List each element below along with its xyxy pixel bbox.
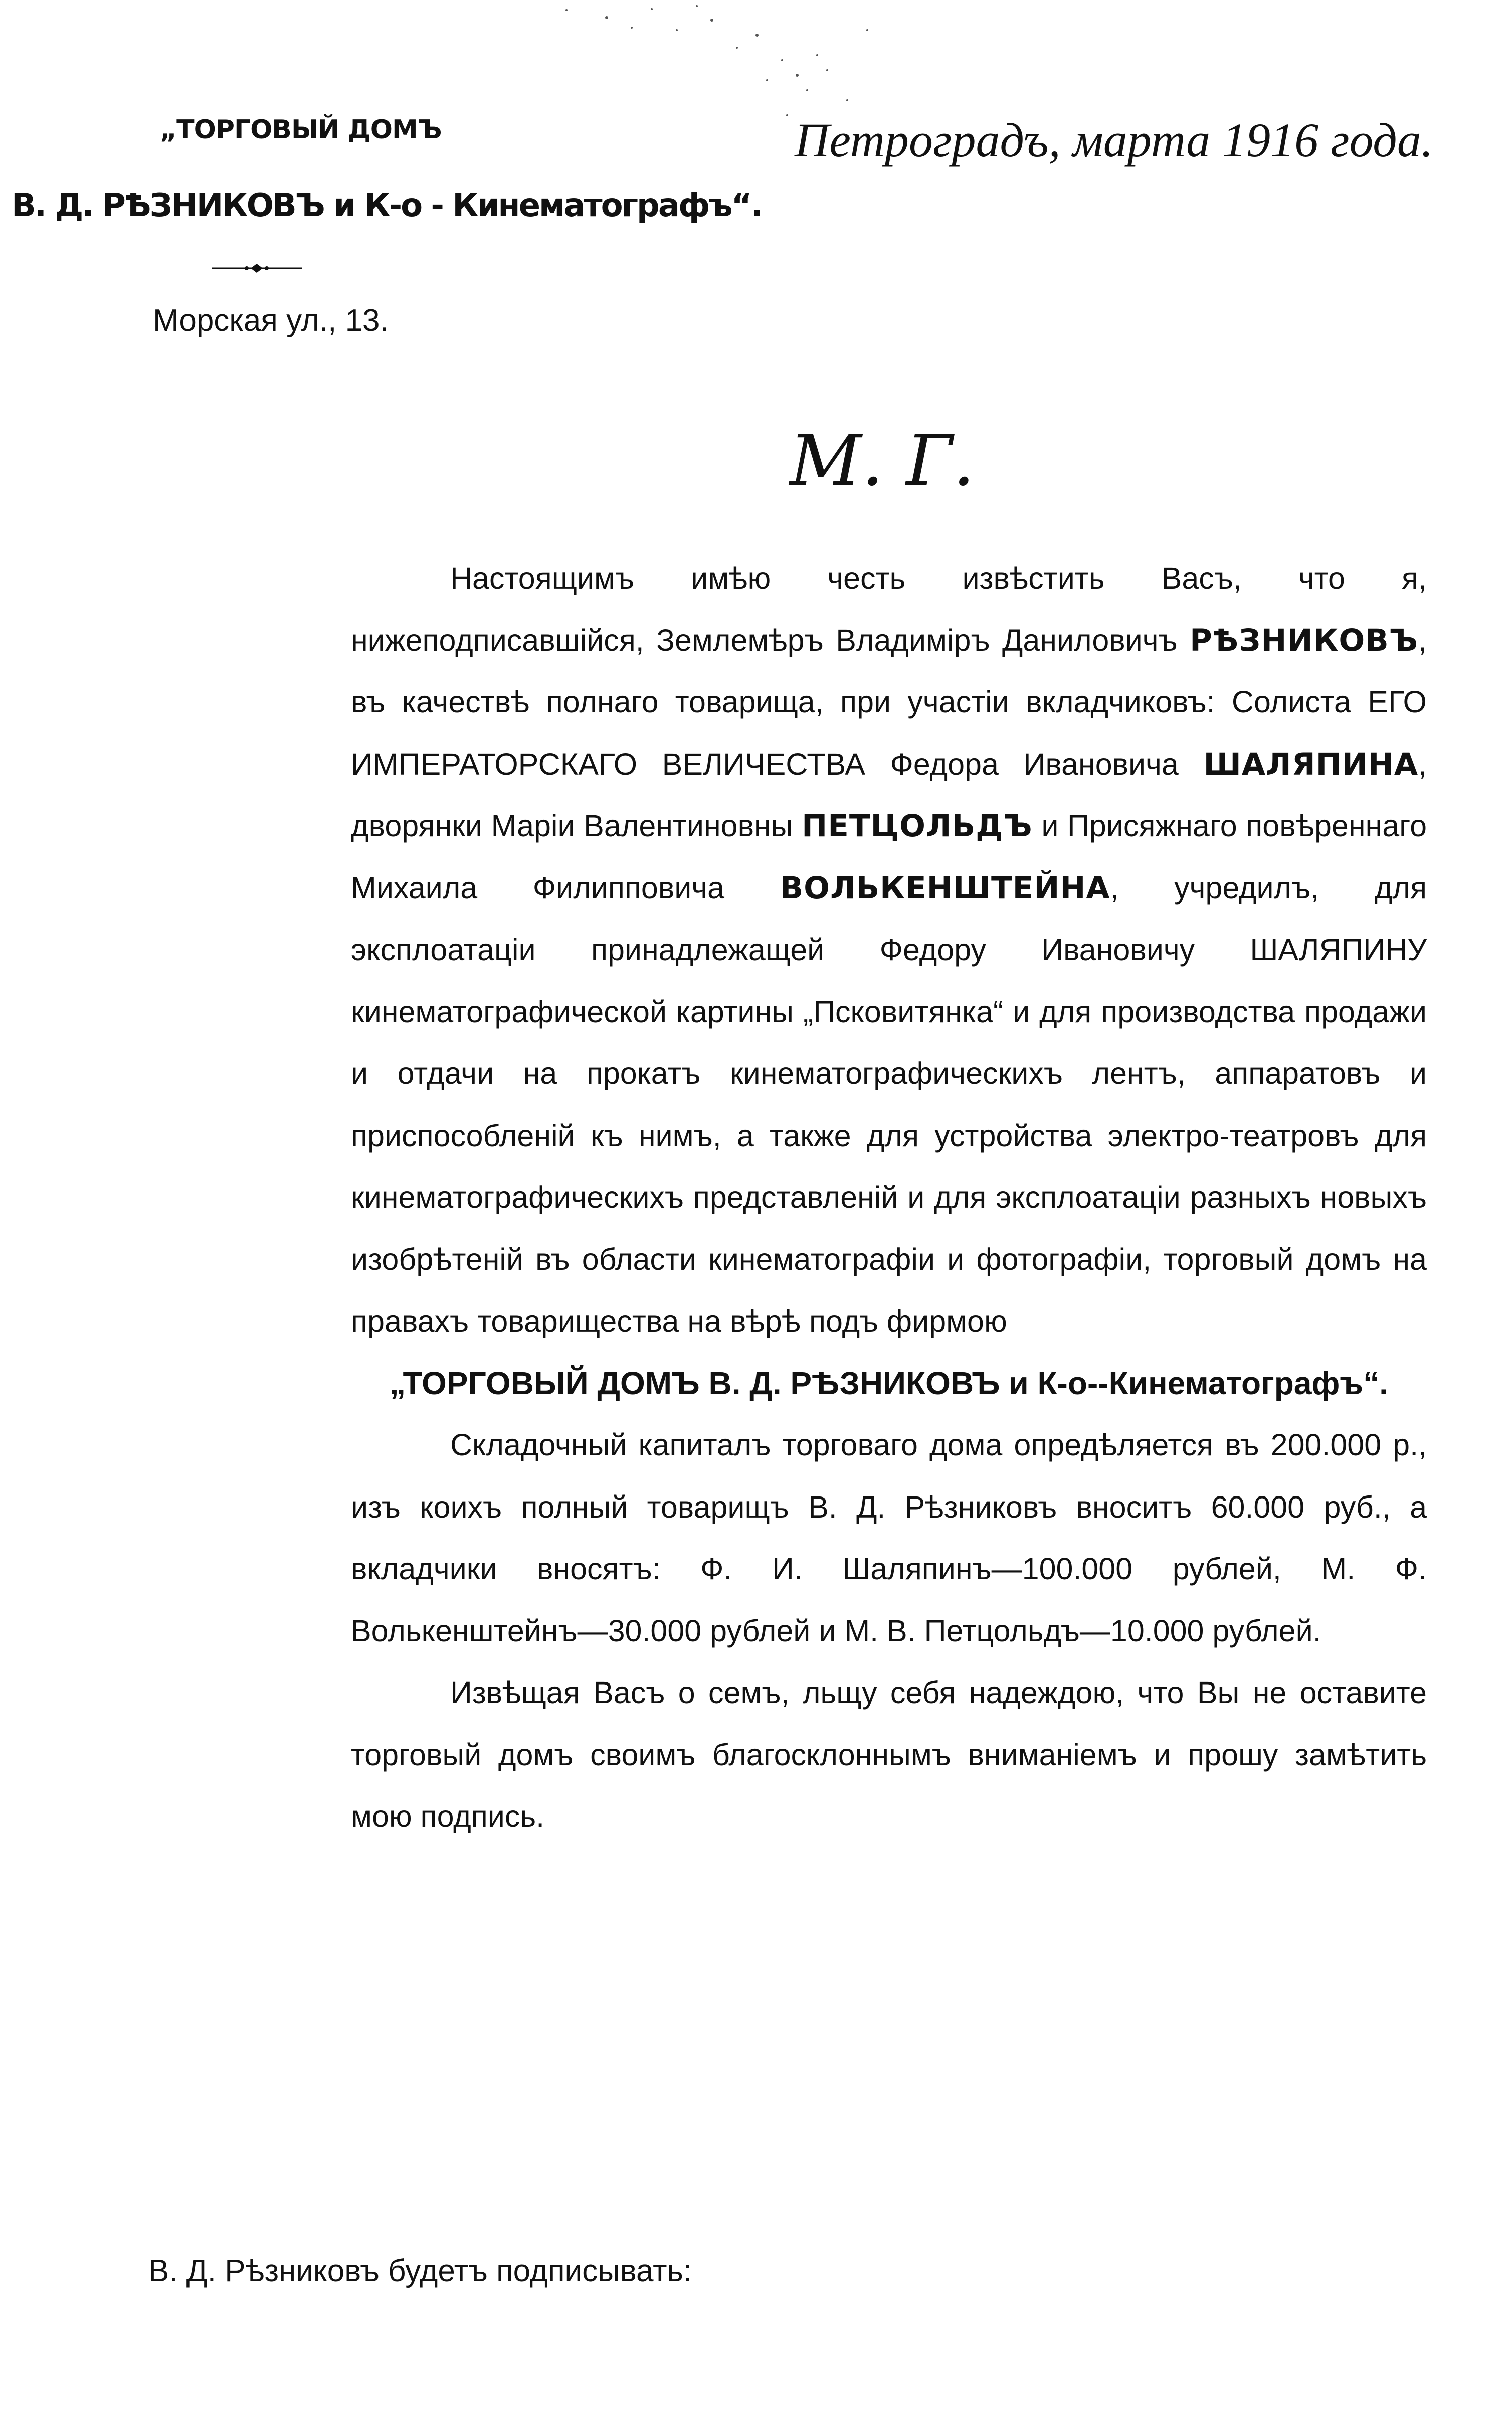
p1-text-2: , въ качествѣ полнаго товарища, при участіи вкладчиковъ: Солиста ЕГО ИМПЕРАТОРСКАГО ВЕЛИЧЕСТВА Федора Ивановича	[351, 623, 1427, 781]
name-volkenshtein: ВОЛЬКЕНШТЕЙНА	[780, 870, 1110, 906]
letterhead-line-2: В. Д. РѢЗНИКОВЪ и К-о - Кинематографъ“.	[12, 187, 762, 224]
firm-name: „ТОРГОВЫЙ ДОМЪ В. Д. РѢЗНИКОВЪ и К-о--Кинематографъ“.	[390, 1365, 1388, 1401]
name-shalyapin: ШАЛЯПИНА	[1203, 746, 1419, 782]
place-date: Петроградъ, марта 1916 года.	[795, 113, 1433, 167]
ornament-divider-icon	[212, 261, 302, 276]
signature-line: В. Д. Рѣзниковъ будетъ подписывать:	[148, 2254, 692, 2288]
letterhead-address: Морская ул., 13.	[153, 303, 389, 338]
name-petzold: ПЕТЦОЛЬДЪ	[802, 808, 1033, 844]
scan-speckles	[546, 0, 897, 130]
paragraph-3: Извѣщая Васъ о семъ, льщу себя надеждою, что Вы не оставите торговый домъ своимъ благосклоннымъ вниманіемъ и прошу замѣтить мою подпись.	[351, 1675, 1427, 1833]
letterhead-line-1: „ТОРГОВЫЙ ДОМЪ	[160, 115, 442, 145]
paragraph-1	[351, 547, 1427, 1353]
p1-text-3: , дворянки Маріи Валентиновны	[351, 746, 1427, 843]
salutation: М. Г.	[790, 420, 975, 502]
letter-body	[351, 547, 1427, 1848]
paragraph-2: Складочный капиталъ торговаго дома опредѣляется въ 200.000 р., изъ коихъ полный товарищъ В. Д. Рѣзниковъ вноситъ 60.000 руб., а вкладчики вносятъ: Ф. И. Шаляпинъ—100.000 рублей, М. Ф. Волькенштейнъ—30.000 рублей и М. В. Петцольдъ—10.000 рублей.	[351, 1428, 1427, 1648]
p1-text-4: и Присяжнаго повѣреннаго Михаила Филипповича	[351, 809, 1427, 905]
p1-text-5: , учредилъ, для эксплоатаціи принадлежащей Федору Ивановичу ШАЛЯПИНУ кинематографической картины „Псковитянка“ и для производства продажи и отдачи на прокатъ кинематографическихъ лентъ, аппаратовъ и приспособленій къ нимъ, а также для устройства электро-театровъ для кинематографическихъ представленій и для эксплоатаціи разныхъ новыхъ изобрѣтеній въ области кинематографіи и фотографіи, торговый домъ на правахъ товарищества на вѣрѣ подъ фирмою	[351, 870, 1427, 1338]
name-reznikov: РѢЗНИКОВЪ	[1190, 622, 1419, 658]
p1-text-1: Настоящимъ имѣю честь извѣстить Васъ, что я, нижеподписавшійся, Землемѣръ Владиміръ Даниловичъ	[351, 561, 1427, 657]
